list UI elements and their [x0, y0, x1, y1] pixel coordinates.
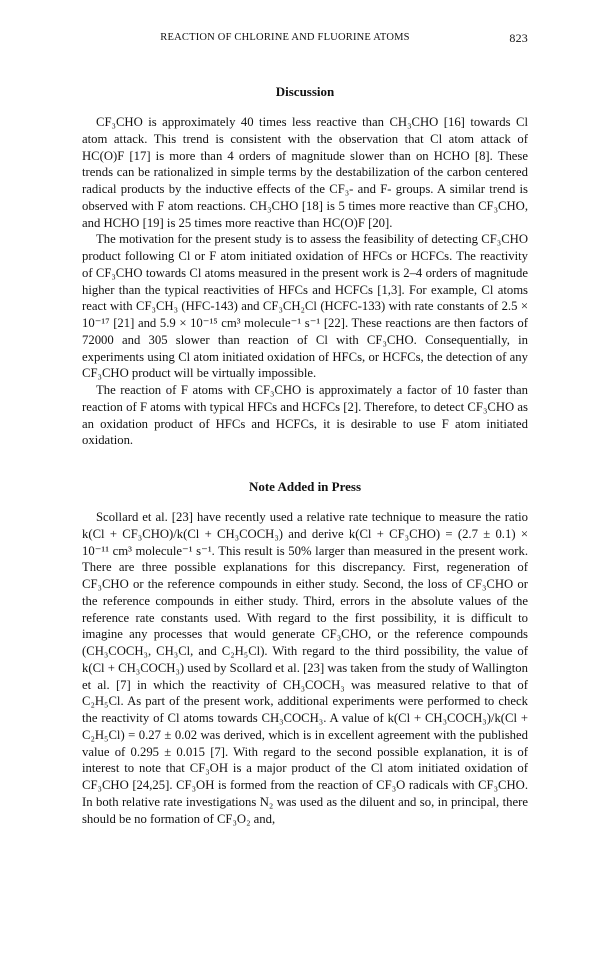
running-title: REACTION OF CHLORINE AND FLUORINE ATOMS — [160, 32, 410, 43]
paragraph: The reaction of F atoms with CF₃CHO is approximately a factor of 10 faster than reaction of F atoms with typical HFCs and HCFCs [2]. Therefore, to detect CF₃CHO as an oxidation product of HFCs and HCFCs, it is desirable to use F atom initiated oxidation. — [82, 383, 528, 448]
running-head — [82, 30, 528, 48]
section-heading-note-added-in-press: Note Added in Press — [248, 479, 362, 494]
page-number: 823 — [509, 31, 528, 45]
paragraph: Scollard et al. [23] have recently used a relative rate technique to measure the ratio k(Cl + CF₃CHO)/k(Cl + CH₃COCH₃) and derive k(Cl + CF₃CHO) = (2.7 ± 0.1) × 10⁻¹¹ cm³ molecule⁻¹ s⁻¹. This result is 50% larger than measured in the present work. There are three possible explanations for this discrepancy. First, regeneration of CF₃CHO or the reference compounds in either study. Second, the loss of CF₃CHO or the reference compounds in either study. Third, errors in the absolute values of the reference rate constants used. With regard to the first possibility, it is difficult to imagine any processes that would generate CF₃CHO, or the reference compounds (CH₃COCH₃, CH₃Cl, and C₂H₅Cl). With regard to the third possibility, the value of k(Cl + CH₃COCH₃) used by Scollard et al. [23] was taken from the study of Wallington et al. [7] in which the reactivity of CH₃COCH₃ was measured relative to that of C₂H₅Cl. As part of the present work, additional experiments were performed to check the reactivity of Cl atoms towards CH₃COCH₃. A value of k(Cl + CH₃COCH₃)/k(Cl + C₂H₅Cl) = 0.27 ± 0.02 was derived, which is in excellent agreement with the published value of 0.295 ± 0.015 [7]. With regard to the second possible explanation, it is of interest to note that CF₃OH is a major product of the Cl atom initiated oxidation of CF₃CHO [24,25]. CF₃OH is formed from the reaction of CF₃O radicals with CF₃CHO. In both relative rate investigations N₂ was used as the diluent and so, in principal, there should be no formation of CF₃O₂ and, — [82, 510, 528, 826]
paragraph: CF₃CHO is approximately 40 times less reactive than CH₃CHO [16] towards Cl atom attack. This trend is consistent with the observation that Cl atom attack of HC(O)F [17] is more than 4 orders of magnitude slower than on HCHO [8]. These trends can be rationalized in simple terms by the destabilization of the carbon centered radical products by the inductive effects of the CF₃- and F- groups. A similar trend is observed with F atom reactions. CH₃CHO [18] is 5 times more reactive than CF₃CHO, and HCHO [19] is 25 times more reactive than HC(O)F [20]. — [82, 115, 528, 230]
section-heading-discussion: Discussion — [275, 84, 335, 99]
paragraph: The motivation for the present study is to assess the feasibility of detecting CF₃CHO product following Cl or F atom initiated oxidation of HFCs or HCFCs. The reactivity of CF₃CHO towards Cl atoms measured in the present work is 2–4 orders of magnitude higher than the typical reactivities of HFCs and HCFCs [1,3]. For example, Cl atoms react with CF₃CH₃ (HFC-143) and CF₃CH₂Cl (HCFC-133) with rate constants of 2.5 × 10⁻¹⁷ [21] and 5.9 × 10⁻¹⁵ cm³ molecule⁻¹ s⁻¹ [22]. These reactions are then factors of 72000 and 305 slower than reaction of Cl with CF₃CHO. Consequentially, in experiments using Cl atom initiated oxidation of HFCs, or HCFCs, the detection of any CF₃CHO product will be virtually impossible. — [82, 232, 528, 381]
